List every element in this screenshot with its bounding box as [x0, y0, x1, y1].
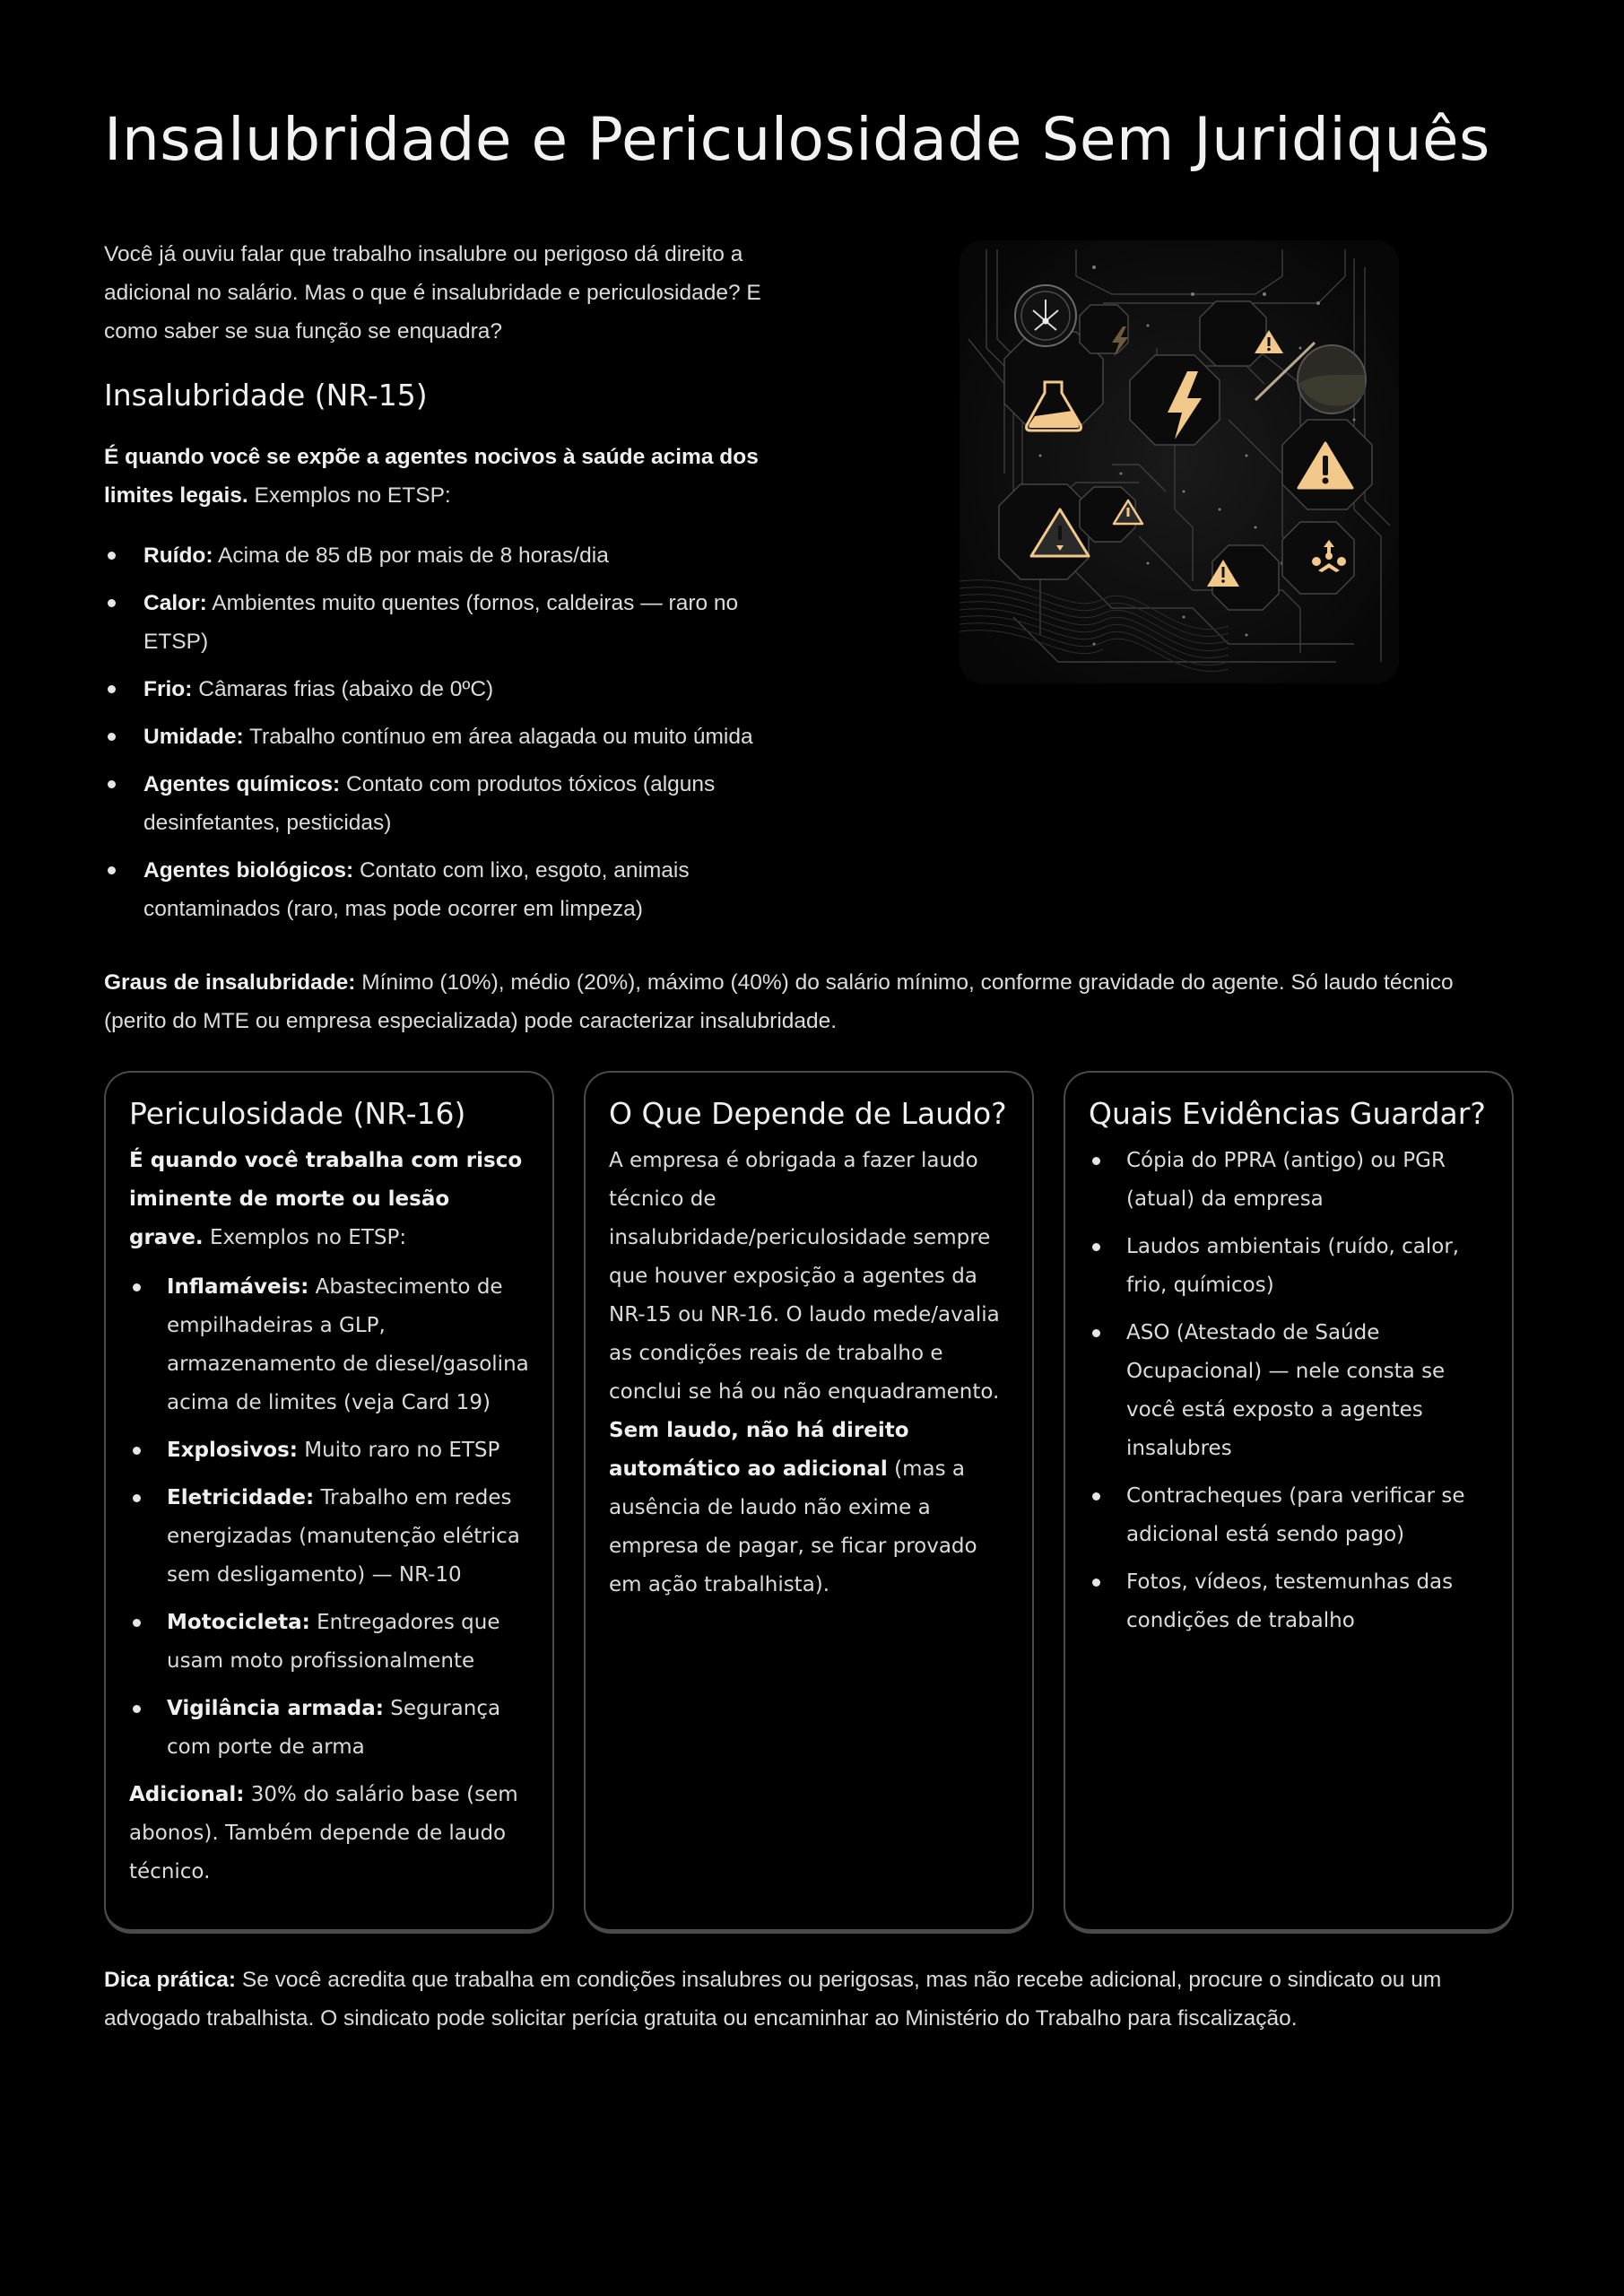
card-lead	[129, 1142, 529, 1257]
graus-text: Mínimo (10%), médio (20%), máximo (40%) do salário mínimo, conforme gravidade do agente. Só laudo técnico (perito do MTE ou empresa especializada) pode caracterizar insalubridade.	[104, 970, 1454, 1033]
card-title: O Que Depende de Laudo?	[609, 1096, 1007, 1131]
list-item	[129, 1431, 529, 1470]
item-text: Trabalho contínuo em área alagada ou muito úmida	[243, 725, 753, 749]
card-title: Periculosidade (NR-16)	[129, 1096, 466, 1131]
periculosidade-list	[129, 1268, 529, 1767]
adicional-label: Adicional:	[129, 1783, 245, 1806]
card-title: Quais Evidências Guardar?	[1089, 1096, 1486, 1131]
gear-wheel-icon	[1015, 285, 1076, 346]
item-label: Explosivos:	[167, 1439, 298, 1462]
item-label: Ruído:	[143, 544, 213, 568]
item-text: Segurança com porte de arma	[167, 1697, 501, 1759]
item-label: Vigilância armada:	[167, 1697, 384, 1720]
card-lead-rest: Exemplos no ETSP:	[203, 1226, 407, 1249]
card-lead-bold: É quando você trabalha com risco iminente de morte ou lesão grave.	[129, 1149, 523, 1249]
item-label: Eletricidade:	[167, 1486, 315, 1509]
list-item	[129, 1690, 529, 1767]
insalubridade-lead	[104, 438, 768, 515]
item-label: Agentes biológicos:	[143, 858, 354, 883]
list-item	[104, 765, 768, 842]
intro-paragraph: Você já ouviu falar que trabalho insalubre ou perigoso dá direito a adicional no salário. Mas o que é insalubridade e periculosidade? E como saber se sua função se enquadra?	[104, 242, 761, 344]
list-item: ASO (Atestado de Saúde Ocupacional) — nele consta se você está exposto a agentes insalubres	[1089, 1314, 1489, 1468]
list-item: Fotos, vídeos, testemunhas das condições de trabalho	[1089, 1563, 1489, 1640]
graus-paragraph	[104, 963, 1503, 1040]
hazard-illustration	[960, 240, 1399, 683]
laudo-paragraph	[609, 1142, 1009, 1605]
page-title: Insalubridade e Periculosidade Sem Juridiquês	[104, 105, 1490, 174]
item-text: Ambientes muito quentes (fornos, caldeiras — raro no ETSP)	[143, 591, 739, 654]
item-text: Contato com lixo, esgoto, animais contaminados (raro, mas pode ocorrer em limpeza)	[143, 858, 690, 921]
item-label: Frio:	[143, 677, 193, 701]
list-item	[104, 718, 768, 756]
laudo-text-2: (mas a ausência de laudo não exime a empresa de pagar, se ficar provado em ação trabalhista).	[609, 1457, 977, 1596]
card-periculosidade	[104, 1071, 554, 1934]
insalubridade-lead-rest: Exemplos no ETSP:	[248, 483, 451, 508]
item-label: Inflamáveis:	[167, 1275, 309, 1299]
list-item: Laudos ambientais (ruído, calor, frio, químicos)	[1089, 1228, 1489, 1305]
list-item	[104, 851, 768, 928]
item-text: Câmaras frias (abaixo de 0ºC)	[192, 677, 494, 701]
list-item	[129, 1604, 529, 1681]
gauge-icon	[1298, 345, 1366, 413]
list-item	[129, 1268, 529, 1422]
laudo-text-1: A empresa é obrigada a fazer laudo técnico de insalubridade/periculosidade sempre que houver exposição a agentes da NR-15 ou NR-16. O laudo mede/avalia as condições reais de trabalho e conclui se há ou não enquadramento.	[609, 1149, 1000, 1404]
graus-label: Graus de insalubridade:	[104, 970, 356, 995]
item-label: Motocicleta:	[167, 1611, 310, 1634]
cards-row	[104, 1071, 1521, 1937]
item-text: Entregadores que usam moto profissionalmente	[167, 1611, 500, 1673]
item-text: Acima de 85 dB por mais de 8 horas/dia	[213, 544, 609, 568]
item-label: Agentes químicos:	[143, 772, 341, 796]
adicional-paragraph	[129, 1776, 529, 1892]
adicional-text: 30% do salário base (sem abonos). Também depende de laudo técnico.	[129, 1783, 518, 1883]
tip-label: Dica prática:	[104, 1968, 237, 1992]
insalubridade-heading: Insalubridade (NR-15)	[104, 378, 428, 413]
list-item	[129, 1479, 529, 1595]
list-item	[104, 536, 768, 575]
circuit-board-image	[960, 240, 1399, 683]
evidencias-list	[1089, 1142, 1489, 1640]
tip-paragraph	[104, 1961, 1503, 2038]
item-text: Abastecimento de empilhadeiras a GLP, armazenamento de diesel/gasolina acima de limites (veja Card 19)	[167, 1275, 529, 1414]
list-item: Contracheques (para verificar se adicional está sendo pago)	[1089, 1477, 1489, 1554]
list-item: Cópia do PPRA (antigo) ou PGR (atual) da empresa	[1089, 1142, 1489, 1219]
item-text: Trabalho em redes energizadas (manutenção elétrica sem desligamento) — NR-10	[167, 1486, 520, 1587]
item-label: Calor:	[143, 591, 207, 615]
item-text: Contato com produtos tóxicos (alguns desinfetantes, pesticidas)	[143, 772, 716, 835]
card-laudo	[584, 1071, 1034, 1934]
insalubridade-list	[104, 536, 768, 937]
list-item	[104, 670, 768, 709]
list-item	[104, 584, 768, 661]
item-label: Umidade:	[143, 725, 244, 749]
item-text: Muito raro no ETSP	[297, 1439, 500, 1462]
laudo-bold: Sem laudo, não há direito automático ao adicional	[609, 1419, 909, 1481]
insalubridade-lead-bold: É quando você se expõe a agentes nocivos à saúde acima dos limites legais.	[104, 445, 759, 508]
card-evidencias	[1064, 1071, 1514, 1934]
tip-text: Se você acredita que trabalha em condições insalubres ou perigosas, mas não recebe adicional, procure o sindicato ou um advogado trabalhista. O sindicato pode solicitar perícia gratuita ou encaminhar ao Ministério do Trabalho para fiscalização.	[104, 1968, 1442, 2031]
